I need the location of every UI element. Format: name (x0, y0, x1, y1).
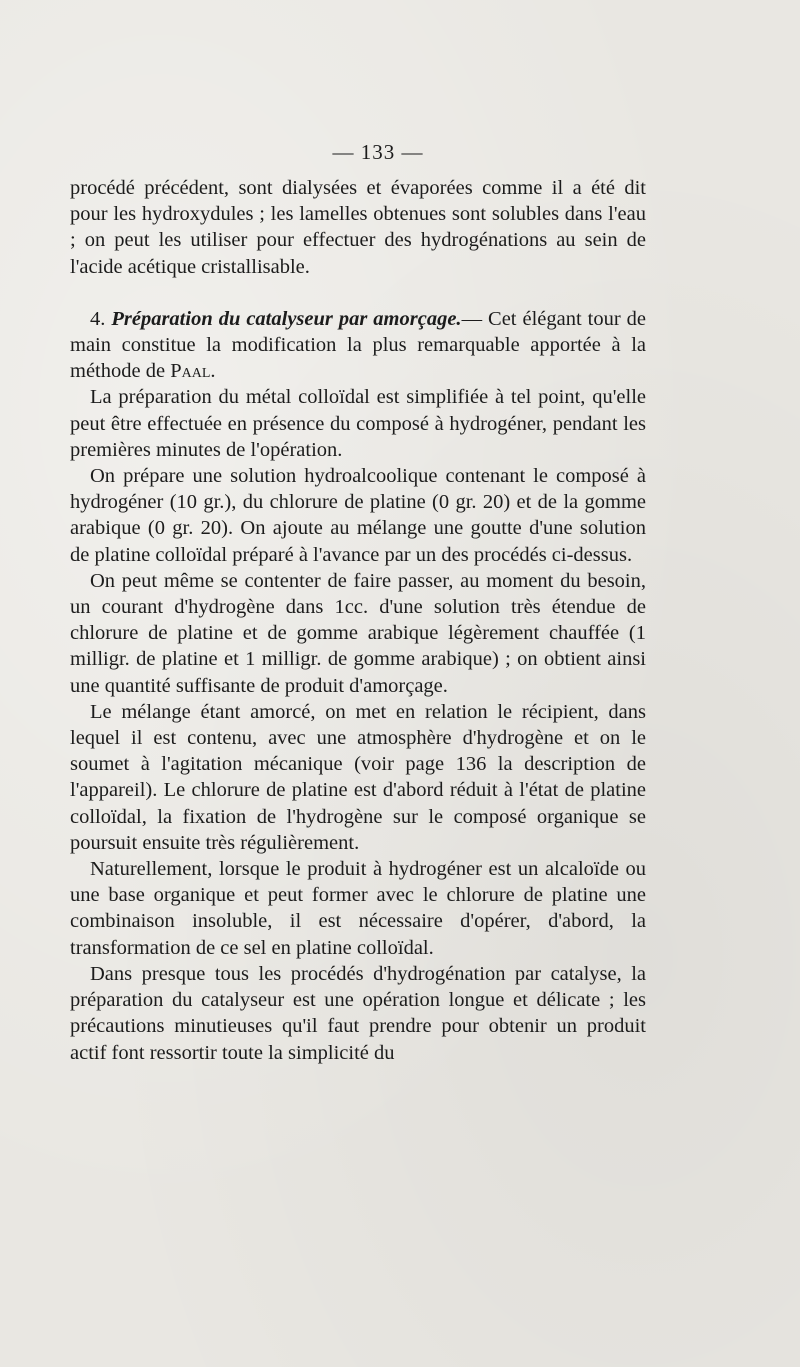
section-number: 4. (90, 307, 112, 330)
section-paragraph (70, 306, 646, 385)
paragraph-simplification: La préparation du métal colloïdal est simplifiée à tel point, qu'elle peut être effectuée en présence du composé à hydrogéner, pendant les premières minutes de l'opération. (70, 386, 646, 461)
paragraph-alkaloid: Naturellement, lorsque le produit à hydrogéner est un alcaloïde ou une base organique et peut former avec le chlorure de platine une combinaison insoluble, il est nécessaire d'opérer, d'abord, la transformation de ce sel en platine colloïdal. (70, 858, 646, 959)
page-number: — 133 — (332, 140, 424, 164)
section-end: . (210, 360, 216, 383)
paragraph-agitation: Le mélange étant amorcé, on met en relation le récipient, dans lequel il est contenu, avec une atmosphère d'hydrogène et on le soumet à l'agitation mécanique (voir page 136 la description de l'appareil). Le chlorure de platine est d'abord réduit à l'état de platine colloïdal, la fixation de l'hydrogène sur le composé organique se poursuit ensuite très régulièrement. (70, 700, 646, 854)
paragraph-continuation: procédé précédent, sont dialysées et évaporées comme il a été dit pour les hydroxydules ; les lamelles obtenues sont solubles dans l'eau ; on peut les utiliser pour effectuer des hydrogénations au sein de l'acide acétique cristallisable. (70, 177, 646, 278)
paragraph-hydrogen-current: On peut même se contenter de faire passer, au moment du besoin, un courant d'hydrogène dans 1cc. d'une solution très étendue de chlorure de platine et de gomme arabique légèrement chauffée (1 milligr. de platine et 1 milligr. de gomme arabique) ; on obtient ainsi une quantité suffisante de produit d'amorçage. (70, 569, 646, 697)
section-title: Préparation du catalyseur par amorçage. (111, 307, 462, 330)
author-name: Paal (170, 360, 211, 383)
paragraph-gap (70, 280, 646, 306)
paragraph-preparation: On prépare une solution hydroalcoolique contenant le composé à hydrogéner (10 gr.), du chlorure de platine (0 gr. 20) et de la gomme arabique (0 gr. 20). On ajoute au mélange une goutte d'une solution de platine colloïdal préparé à l'avance par un des procédés ci-dessus. (70, 465, 646, 566)
section-text: — Cet élégant tour de main constitue la modification la plus remarquable apportée à la méthode de (70, 307, 646, 383)
paragraph-catalysis: Dans presque tous les procédés d'hydrogénation par catalyse, la préparation du catalyseur est une opération longue et délicate ; les précautions minutieuses qu'il faut prendre pour obtenir un produit actif font ressortir toute la simplicité du (70, 962, 646, 1064)
book-page (70, 140, 646, 1066)
